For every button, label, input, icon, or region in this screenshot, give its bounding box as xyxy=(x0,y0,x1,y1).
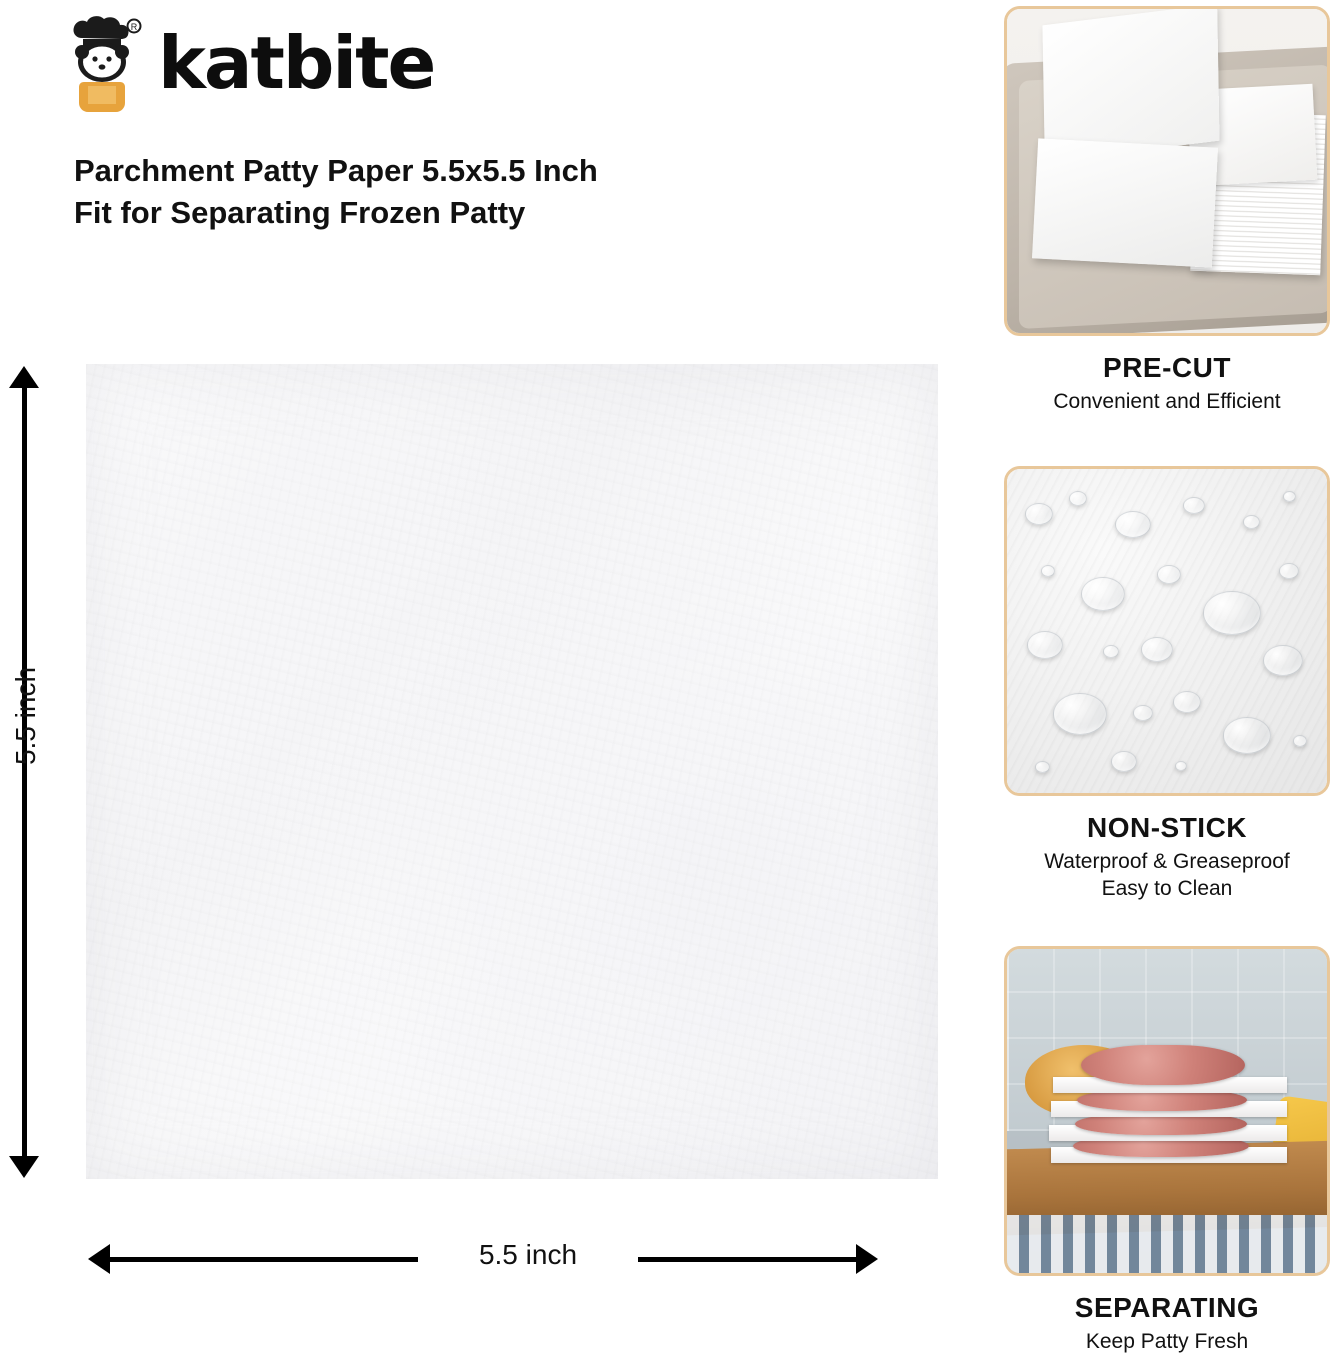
width-dimension-label: 5.5 inch xyxy=(418,1239,638,1271)
water-droplet xyxy=(1035,761,1050,773)
feature-subtitle-line-1: Waterproof & Greaseproof xyxy=(1044,850,1290,873)
brand-header xyxy=(66,8,434,118)
feature-subtitle xyxy=(1004,848,1330,903)
separating-image xyxy=(1004,946,1330,1276)
water-droplet xyxy=(1115,511,1151,538)
striped-towel xyxy=(1004,1215,1330,1276)
height-dimension-label: 5.5 inch xyxy=(10,666,41,766)
water-droplet xyxy=(1279,563,1299,579)
water-droplet xyxy=(1041,565,1055,577)
parchment-sheet-flat xyxy=(1032,138,1218,267)
water-droplet xyxy=(1243,515,1260,529)
water-droplet xyxy=(1027,631,1063,659)
arrow-head-right-icon xyxy=(856,1244,878,1274)
feature-pre-cut xyxy=(1004,6,1330,415)
beef-patty-top xyxy=(1081,1045,1245,1085)
water-droplet-scene xyxy=(1007,469,1327,793)
water-droplet xyxy=(1263,645,1303,676)
parchment-sheet-draped xyxy=(1042,6,1219,162)
feature-list xyxy=(996,0,1338,1365)
pre-cut-image xyxy=(1004,6,1330,336)
water-droplet xyxy=(1103,645,1119,658)
water-droplet xyxy=(1223,717,1271,754)
feature-subtitle-line-2: Easy to Clean xyxy=(1101,877,1233,901)
non-stick-image xyxy=(1004,466,1330,796)
water-droplet xyxy=(1025,503,1053,525)
water-droplet xyxy=(1141,637,1173,662)
feature-non-stick xyxy=(1004,466,1330,903)
patty-stack-scene xyxy=(1007,949,1327,1273)
water-droplet xyxy=(1133,705,1153,721)
water-droplet xyxy=(1175,761,1187,771)
svg-text:R: R xyxy=(130,22,138,32)
parchment-sheet-photo xyxy=(86,364,938,1179)
water-droplet xyxy=(1053,693,1107,735)
brand-name: katbite xyxy=(158,21,435,105)
water-droplet xyxy=(1293,735,1307,747)
feature-title: SEPARATING xyxy=(1074,1292,1260,1323)
arrow-head-down-icon xyxy=(9,1156,39,1178)
chef-bear-logo-icon xyxy=(66,12,152,114)
water-droplet xyxy=(1283,491,1296,502)
feature-subtitle: Keep Patty Fresh xyxy=(1085,1330,1249,1353)
feature-title: NON-STICK xyxy=(1086,812,1248,843)
water-droplet xyxy=(1069,491,1087,506)
headline-line-2: Fit for Separating Frozen Patty xyxy=(74,194,526,230)
water-droplet xyxy=(1111,751,1137,772)
headline-line-1: Parchment Patty Paper 5.5x5.5 Inch xyxy=(74,153,598,188)
feature-title: PRE-CUT xyxy=(1103,352,1231,383)
water-droplet xyxy=(1203,591,1261,635)
feature-subtitle: Convenient and Efficient xyxy=(1053,390,1281,413)
water-droplet xyxy=(1081,577,1125,611)
water-droplet xyxy=(1157,565,1181,584)
water-droplet xyxy=(1183,497,1205,514)
width-dimension-arrow xyxy=(88,1239,878,1277)
water-droplet xyxy=(1173,691,1201,713)
baking-tray-scene xyxy=(1007,9,1327,333)
feature-separating xyxy=(1004,946,1330,1355)
product-headline xyxy=(74,150,934,234)
